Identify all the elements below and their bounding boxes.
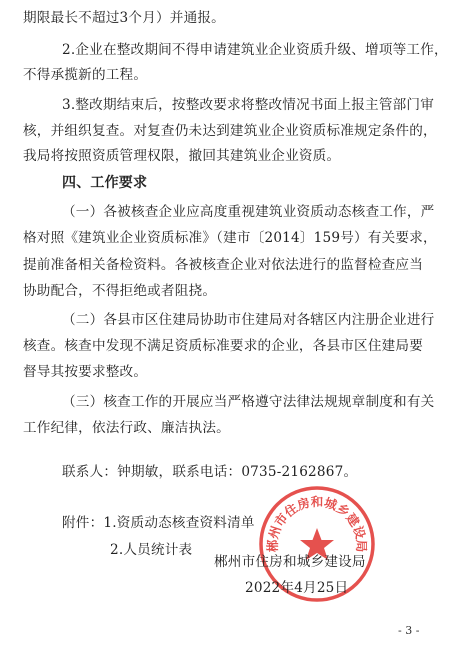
issue-date: 2022年4月25日: [245, 580, 349, 596]
text-line-1: 期限最长不超过3个月）并通报。: [23, 10, 225, 26]
text-line-15: （三）核查工作的开展应当严格遵守法律法规规章制度和有关: [62, 394, 435, 410]
attachment-line-1: 附件：1.资质动态核查资料清单: [62, 515, 255, 531]
text-line-13: 核查。核查中发现不满足资质标准要求的企业，各县市区住建局要: [23, 338, 424, 354]
text-line-6: 我局将按照资质管理权限，撤回其建筑业企业资质。: [23, 148, 341, 164]
attachment-line-2: 2.人员统计表: [110, 542, 193, 558]
text-line-16: 工作纪律，依法行政、廉洁执法。: [23, 420, 230, 436]
text-line-4: 3.整改期结束后，按整改要求将整改情况书面上报主管部门审: [62, 97, 435, 113]
page-number: - 3 -: [398, 624, 420, 637]
text-line-10: 提前准备相关备检资料。各被核查企业对依法进行的监督检查应当: [23, 257, 424, 273]
text-line-9: 格对照《建筑业企业资质标准》（建市〔2014〕159号）有关要求，: [23, 230, 437, 246]
text-line-14: 督导其按要求整改。: [23, 364, 148, 380]
text-line-8: （一）各被核查企业应高度重视建筑业资质动态核查工作，严: [62, 204, 435, 220]
seal-text: 郴州市住房和城乡建设局: [264, 494, 370, 553]
text-line-12: （二）各县市区住建局协助市住建局对各辖区内注册企业进行: [62, 312, 435, 328]
contact-line: 联系人：钟期敏，联系电话：0735-2162867。: [62, 464, 358, 480]
text-line-11: 协助配合，不得拒绝或者阻挠。: [23, 283, 217, 299]
text-line-5: 核，并组织复查。对复查仍未达到建筑业企业资质标准规定条件的，: [23, 123, 437, 139]
text-line-2: 2.企业在整改期间不得申请建筑业企业资质升级、增项等工作，: [62, 42, 448, 58]
section-heading: 四、工作要求: [62, 175, 148, 191]
text-line-3: 不得承揽新的工程。: [23, 67, 148, 83]
issuer-name: 郴州市住房和城乡建设局: [214, 554, 366, 570]
